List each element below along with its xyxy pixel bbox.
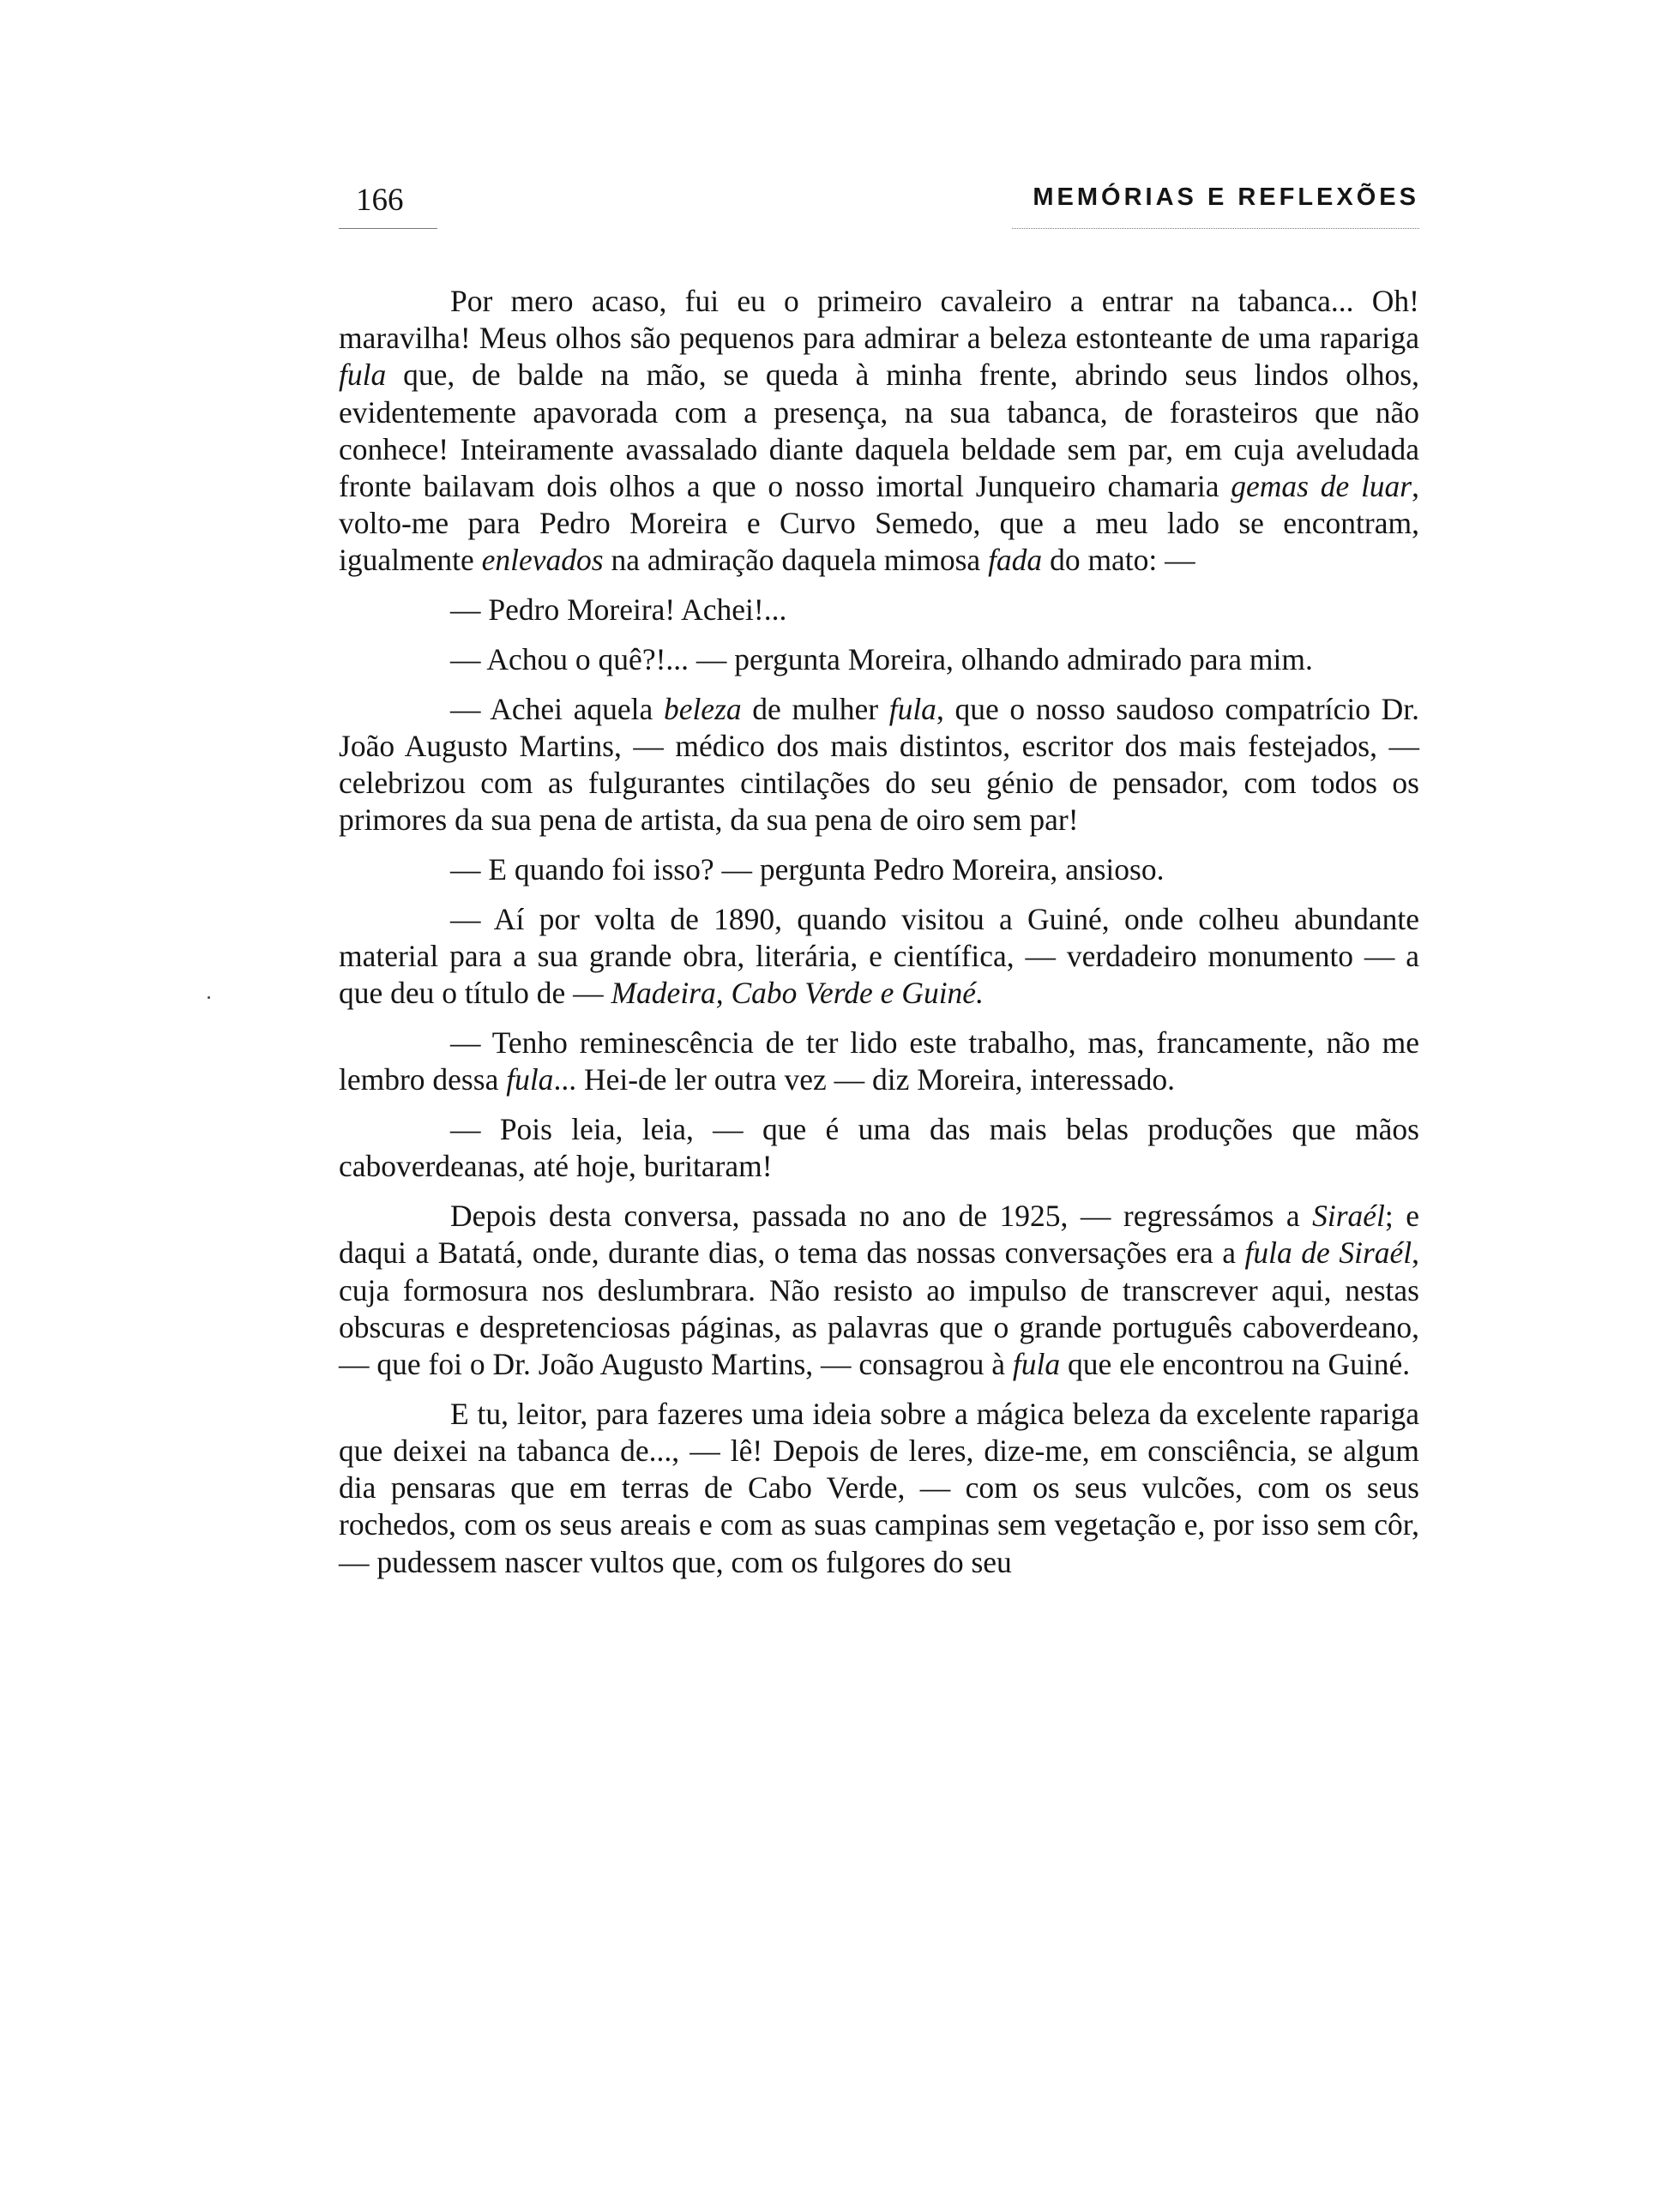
page-header [339,182,1419,225]
text-run: que, de balde na mão, se queda à minha frente, abrindo seus lindos olhos, evidentemente apavorada com a presença, na sua tabanca, de forasteiros que não conhece! Inteiramente avassalado diante daquela beldade sem par, em cuja aveludada fronte bailavam dois olhos a que o nosso imortal Junqueiro chamaria [339,358,1419,504]
text-run: — Achei aquela [450,691,664,726]
paragraph [339,1111,1419,1185]
italic-text: gemas de luar [1231,469,1412,504]
text-run: E tu, leitor, para fazeres uma ideia sobre a mágica beleza da excelente rapariga que deixei na tabanca de..., — lê! Depois de leres, dize-me, em consciência, se algum dia pensaras que em terras de Cabo Verde, — com os seus vulcões, com os seus rochedos, com os seus areais e com as suas campinas sem vegetação e, por isso sem côr, — pudessem nascer vultos que, com os fulgores do seu [339,1396,1419,1579]
page-number: 166 [356,183,404,218]
italic-text: beleza [663,691,742,726]
text-run: — Pois leia, leia, — que é uma das mais belas produções que mãos caboverdeanas, até hoje, buritaram! [339,1112,1419,1184]
paragraph [339,1198,1419,1383]
text-run: que ele encontrou na Guiné. [1060,1347,1411,1382]
italic-text: fula de Siraél [1244,1235,1412,1271]
text-run: — Aí por volta de 1890, quando visitou a Guiné, onde colheu abundante material para a sua grande obra, literária, e científica, — verdadeiro monumento — a que deu o título de — [339,902,1419,1011]
italic-text: enlevados [481,543,604,578]
paragraph [339,1025,1419,1098]
text-run: , que o nosso saudoso compatrício Dr. João Augusto Martins, — médico dos mais distintos, escritor dos mais festejados, — celebrizou com as fulgurantes cintilações do seu génio de pensador, com todos os primores da sua pena de artista, da sua pena de oiro sem par! [339,691,1419,838]
text-run: ... Hei-de ler outra vez — diz Moreira, interessado. [553,1062,1175,1097]
text-run: — Achou o quê?!... — pergunta Moreira, olhando admirado para mim. [450,642,1313,677]
text-run: — Tenho reminescência de ter lido este trabalho, mas, francamente, não me lembro dessa [339,1025,1419,1097]
paragraph [339,851,1419,888]
text-run: Depois desta conversa, passada no ano de 1925, — regressámos a [450,1199,1313,1234]
italic-text: fula [888,691,936,726]
text-run: — Pedro Moreira! Achei!... [450,592,787,628]
paragraph [339,691,1419,839]
italic-text: fula [1012,1347,1061,1382]
margin-speck [208,996,210,999]
header-rule-right [1012,228,1419,229]
paragraph [339,592,1419,628]
italic-text: fula [339,358,387,393]
paragraph [339,283,1419,580]
text-run: ; e daqui a Batatá, onde, durante dias, o tema das nossas conversações era a [339,1199,1420,1271]
italic-text: Madeira, Cabo Verde e Guiné. [611,976,984,1011]
running-title: MEMÓRIAS E REFLEXÕES [1033,183,1419,211]
text-run: , volto-me para Pedro Moreira e Curvo Semedo, que a meu lado se encontram, igualmente [339,469,1419,578]
text-run: , cuja formosura nos deslumbrara. Não resisto ao impulso de transcrever aqui, nestas obscuras e despretenciosas páginas, as palavras que o grande português caboverdeano, — que foi o Dr. João Augusto Martins, — consagrou à [339,1235,1420,1382]
text-run: de mulher [741,691,889,726]
text-run: do mato: — [1042,543,1195,578]
paragraph [339,641,1419,678]
text-run: Por mero acaso, fui eu o primeiro cavaleiro a entrar na tabanca... Oh! maravilha! Meus olhos são pequenos para admirar a beleza estonteante de uma rapariga [339,284,1419,356]
body-text [339,283,1419,1581]
italic-text: Siraél [1312,1199,1385,1234]
header-rule-left [339,228,437,229]
italic-text: fada [988,543,1043,578]
paragraph [339,901,1419,1013]
text-run: na admiração daquela mimosa [603,543,989,578]
italic-text: fula [506,1062,554,1097]
paragraph [339,1396,1419,1581]
text-run: — E quando foi isso? — pergunta Pedro Moreira, ansioso. [450,852,1165,887]
